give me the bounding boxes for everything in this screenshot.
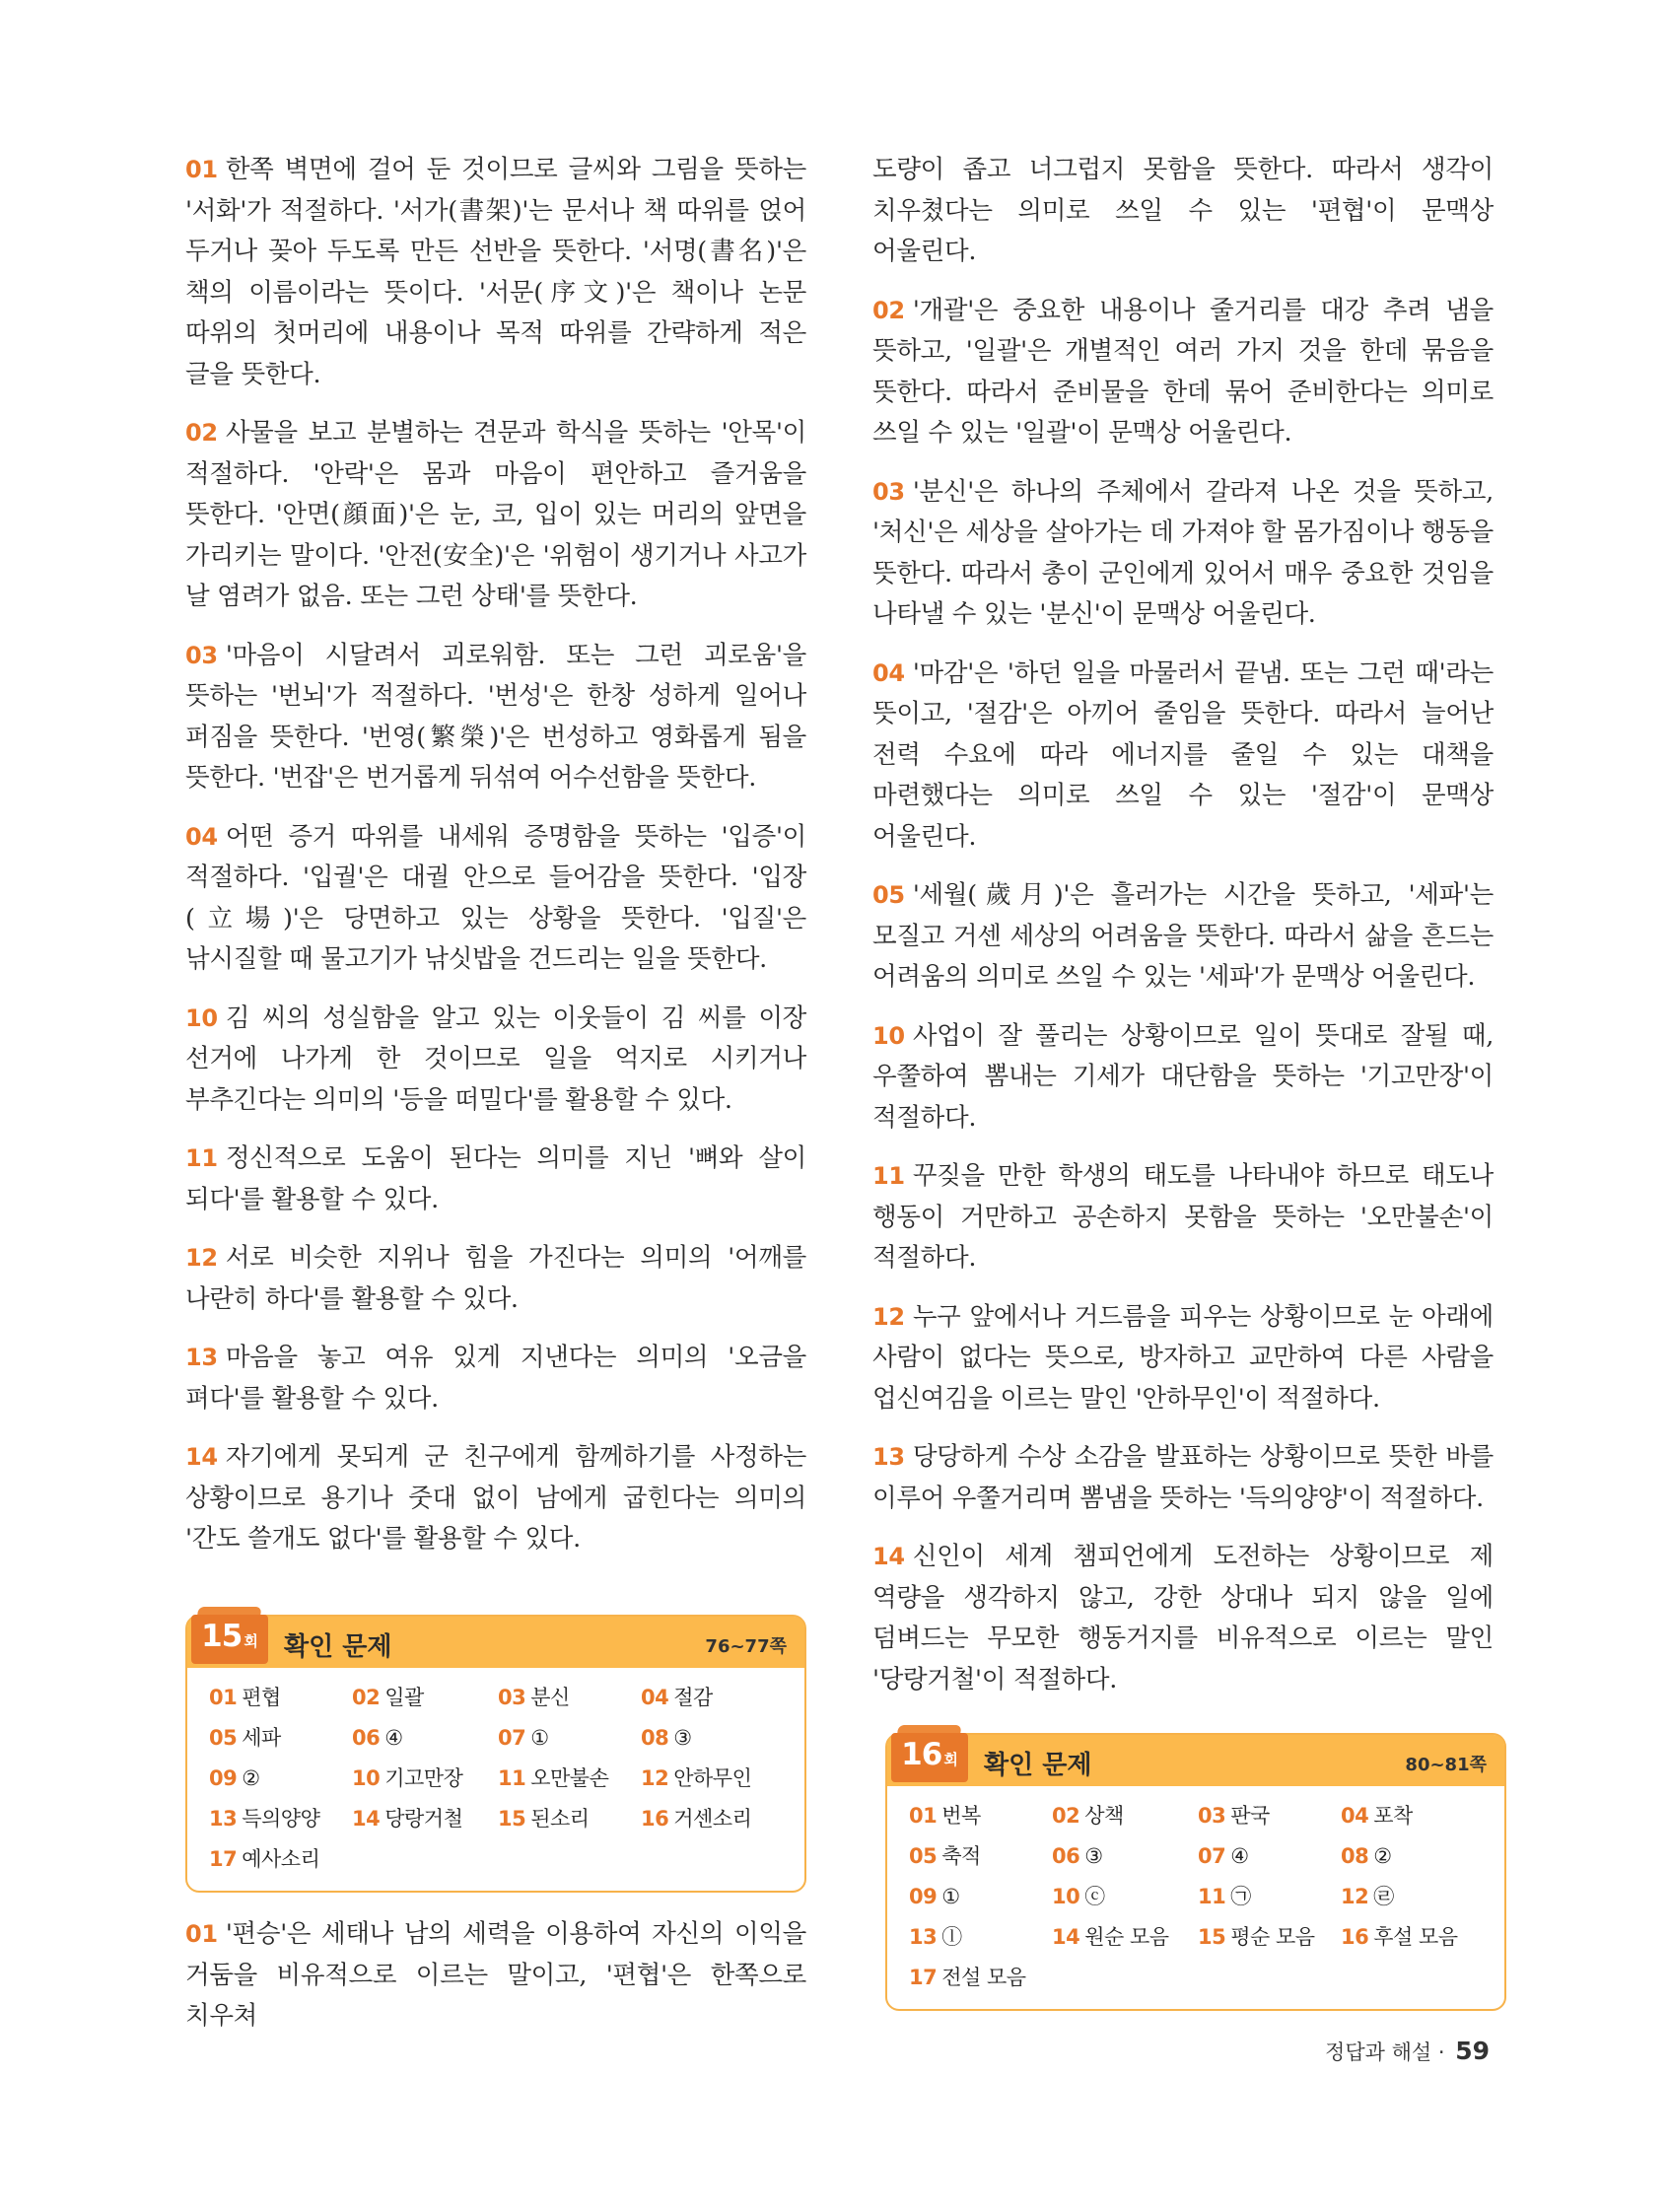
answer-value: 편협 xyxy=(242,1686,281,1709)
explanation-paragraph xyxy=(872,1537,1494,1700)
answer-item xyxy=(352,1761,498,1797)
explanation-text: 한쪽 벽면에 걸어 둔 것이므로 글씨와 그림을 뜻하는 '서화'가 적절하다. '서가(書架)'는 문서나 책 따위를 얹어 두거나 꽂아 두도록 만든 선반을 뜻한다. '서명(書名)'은 책의 이름이라는 뜻이다. '서문(序文)'은 책이나 논문 따위의 첫머리에 내용이나 목적 따위를 간략하게 적은 글을 뜻한다. xyxy=(185,155,806,389)
answer-number: 11 xyxy=(1198,1885,1226,1908)
explanation-paragraph xyxy=(872,1016,1494,1140)
explanation-text: 어떤 증거 따위를 내세워 증명함을 뜻하는 '입증'이 적절하다. '입궐'은 대궐 안으로 들어감을 뜻한다. '입장(立場)'은 당면하고 있는 상황을 뜻한다. '입질'은 낚시질할 때 물고기가 낚싯밥을 건드리는 일을 뜻한다. xyxy=(185,821,806,974)
answer-number: 06 xyxy=(1052,1844,1080,1868)
explanation-text: 도량이 좁고 너그럽지 못함을 뜻한다. 따라서 생각이 치우쳤다는 의미로 쓰일 수 있는 '편협'이 문맥상 어울린다. xyxy=(872,155,1494,266)
session-number: 15 xyxy=(201,1619,243,1654)
quiz-page-range: 80~81쪽 xyxy=(1405,1755,1487,1775)
answer-number: 02 xyxy=(1052,1804,1080,1828)
answer-item xyxy=(498,1761,641,1797)
explanation-text: 정신적으로 도움이 된다는 의미를 지닌 '뼈와 살이 되다'를 활용할 수 있다. xyxy=(185,1143,806,1214)
answer-item xyxy=(1052,1919,1198,1956)
answer-number: 09 xyxy=(209,1766,238,1790)
session-badge xyxy=(191,1607,268,1664)
explanation-text: 자기에게 못되게 군 친구에게 함께하기를 사정하는 상황이므로 용기나 줏대 없이 남에게 굽힌다는 의미의 '간도 쓸개도 없다'를 활용할 수 있다. xyxy=(185,1442,806,1554)
answer-item xyxy=(1198,1919,1341,1956)
item-number: 03 xyxy=(872,477,905,506)
page-number: 59 xyxy=(1455,2037,1490,2065)
answer-value: 오만불손 xyxy=(530,1766,609,1790)
answer-number: 17 xyxy=(209,1847,238,1871)
answer-number: 17 xyxy=(909,1966,938,1989)
answer-value: ④ xyxy=(384,1726,403,1750)
answer-value: 포착 xyxy=(1373,1804,1413,1828)
explanation-text: 사물을 보고 분별하는 견문과 학식을 뜻하는 '안목'이 적절하다. '안락'은 몸과 마음이 편안하고 즐거움을 뜻한다. '안면(顔面)'은 눈, 코, 입이 있는 머리의 앞면을 가리키는 말이다. '안전(安全)'은 '위험이 생기거나 사고가 날 염려가 없음. 또는 그런 상태'를 뜻한다. xyxy=(185,418,806,611)
answer-item xyxy=(352,1720,498,1757)
explanation-paragraph xyxy=(185,1338,806,1419)
explanation-paragraph xyxy=(872,472,1494,636)
answer-value: 전설 모음 xyxy=(941,1966,1026,1989)
answer-number: 12 xyxy=(641,1766,669,1790)
answer-value: 된소리 xyxy=(530,1807,590,1831)
answer-value: ① xyxy=(530,1726,549,1750)
answer-value: 후설 모음 xyxy=(1373,1925,1458,1949)
explanation-paragraph xyxy=(185,1914,806,2038)
explanation-paragraph xyxy=(872,1297,1494,1420)
answer-value: ② xyxy=(242,1766,260,1790)
item-number: 02 xyxy=(872,296,905,324)
explanation-paragraph xyxy=(185,150,806,395)
right-column xyxy=(872,150,1494,1718)
answer-number: 16 xyxy=(641,1807,669,1831)
answer-value: 원순 모음 xyxy=(1084,1925,1169,1949)
item-number: 11 xyxy=(185,1144,218,1172)
answer-value: ④ xyxy=(1230,1844,1249,1868)
answer-value: ③ xyxy=(673,1726,692,1750)
item-number: 01 xyxy=(185,156,218,183)
quiz-title: 확인 문제 xyxy=(984,1751,1092,1780)
answer-item xyxy=(641,1761,789,1797)
explanation-paragraph xyxy=(185,1437,806,1560)
item-number: 05 xyxy=(872,881,905,909)
answer-number: 04 xyxy=(1341,1804,1369,1828)
answer-value: ② xyxy=(1373,1844,1392,1868)
quiz-title: 확인 문제 xyxy=(284,1632,392,1662)
answer-item xyxy=(1341,1919,1489,1956)
answer-item xyxy=(1198,1838,1341,1875)
answer-value: 상책 xyxy=(1084,1804,1124,1828)
answer-item xyxy=(209,1801,352,1837)
answer-item xyxy=(909,1838,1052,1875)
answer-item xyxy=(1052,1798,1198,1834)
answer-item xyxy=(498,1801,641,1837)
explanation-text: '마감'은 '하던 일을 마물러서 끝냄. 또는 그런 때'라는 뜻이고, '절감'은 아끼어 줄임을 뜻한다. 따라서 늘어난 전력 수요에 따라 에너지를 줄일 수 있는 대책을 마련했다는 의미로 쓰일 수 있는 '절감'이 문맥상 어울린다. xyxy=(872,657,1494,852)
answer-value: ⓒ xyxy=(1084,1885,1105,1908)
explanation-paragraph xyxy=(872,1156,1494,1279)
answer-grid xyxy=(887,1786,1504,1996)
answer-item xyxy=(641,1680,789,1716)
answer-number: 10 xyxy=(1052,1885,1080,1908)
item-number: 01 xyxy=(185,1920,218,1948)
answer-number: 16 xyxy=(1341,1925,1369,1949)
item-number: 12 xyxy=(872,1302,905,1331)
answer-item xyxy=(909,1919,1052,1956)
quiz-box-15 xyxy=(185,1615,806,1893)
session-unit: 회 xyxy=(943,1751,958,1768)
explanation-text: 김 씨의 성실함을 알고 있는 이웃들이 김 씨를 이장 선거에 나가게 한 것이므로 일을 억지로 시키거나 부추긴다는 의미의 '등을 떠밀다'를 활용할 수 있다. xyxy=(185,1002,806,1115)
answer-number: 10 xyxy=(352,1766,381,1790)
explanation-text: 서로 비슷한 지위나 힘을 가진다는 의미의 '어깨를 나란히 하다'를 활용할 수 있다. xyxy=(185,1243,806,1314)
quiz-page-range: 76~77쪽 xyxy=(705,1636,787,1657)
answer-number: 13 xyxy=(909,1925,938,1949)
footer-label: 정답과 해설 xyxy=(1325,2040,1432,2064)
explanation-paragraph xyxy=(185,1238,806,1320)
answer-value: 기고만장 xyxy=(384,1766,463,1790)
item-number: 02 xyxy=(185,419,218,447)
answer-number: 15 xyxy=(498,1807,526,1831)
answer-value: 번복 xyxy=(941,1804,981,1828)
item-number: 14 xyxy=(872,1543,905,1570)
answer-item xyxy=(209,1841,352,1878)
answer-value: 거센소리 xyxy=(673,1807,752,1831)
answer-number: 14 xyxy=(1052,1925,1080,1949)
answer-item xyxy=(1341,1798,1489,1834)
explanation-text: 마음을 놓고 여유 있게 지낸다는 의미의 '오금을 펴다'를 활용할 수 있다. xyxy=(185,1343,806,1414)
answer-number: 04 xyxy=(641,1686,669,1709)
explanation-text: 꾸짖을 만한 학생의 태도를 나타내야 하므로 태도나 행동이 거만하고 공손하지 못함을 뜻하는 '오만불손'이 적절하다. xyxy=(872,1161,1494,1273)
answer-number: 07 xyxy=(1198,1844,1226,1868)
answer-number: 13 xyxy=(209,1807,238,1831)
item-number: 10 xyxy=(872,1021,905,1050)
answer-number: 09 xyxy=(909,1885,938,1908)
explanation-paragraph xyxy=(185,413,806,618)
answer-item xyxy=(909,1798,1052,1834)
quiz-header xyxy=(187,1617,804,1668)
item-number: 14 xyxy=(185,1443,218,1471)
answer-item xyxy=(1341,1838,1489,1875)
answer-number: 08 xyxy=(1341,1844,1369,1868)
explanation-paragraph xyxy=(185,636,806,799)
answer-item xyxy=(909,1879,1052,1915)
explanation-text: '마음이 시달려서 괴로워함. 또는 그런 괴로움'을 뜻하는 '번뇌'가 적절하다. '번성'은 한창 성하게 일어나 퍼짐을 뜻한다. '번영(繁榮)'은 번성하고 영화롭게 됨을 뜻한다. '번잡'은 번거롭게 뒤섞여 어수선함을 뜻한다. xyxy=(185,640,806,793)
left-column xyxy=(185,150,806,1578)
answer-number: 01 xyxy=(209,1686,238,1709)
answer-value: ① xyxy=(941,1885,960,1908)
answer-item xyxy=(641,1720,789,1757)
answer-item xyxy=(909,1960,1052,1996)
explanation-text: '편승'은 세태나 남의 세력을 이용하여 자신의 이익을 거둠을 비유적으로 이르는 말이고, '편협'은 한쪽으로 치우쳐 xyxy=(185,1919,806,2031)
answer-value: 평순 모음 xyxy=(1230,1925,1315,1949)
answer-value: 예사소리 xyxy=(242,1847,320,1871)
explanation-paragraph xyxy=(872,150,1494,273)
answer-item xyxy=(352,1801,498,1837)
item-number: 04 xyxy=(872,658,905,687)
explanation-text: 신인이 세계 챔피언에게 도전하는 상황이므로 제 역량을 생각하지 않고, 강한 상대나 되지 않을 일에 덤벼드는 무모한 행동거지를 비유적으로 이르는 말인 '당랑거철'이 적절하다. xyxy=(872,1542,1494,1694)
session-number: 16 xyxy=(901,1737,942,1772)
item-number: 13 xyxy=(872,1443,905,1471)
page-footer xyxy=(1325,2037,1490,2066)
answer-item xyxy=(352,1680,498,1716)
explanation-text: '개괄'은 중요한 내용이나 줄거리를 대강 추려 냄을 뜻하고, '일괄'은 개별적인 여러 가지 것을 한데 묶음을 뜻한다. 따라서 준비물을 한데 묶어 준비한다는 의미로 쓰일 수 있는 '일괄'이 문맥상 어울린다. xyxy=(872,295,1494,448)
quiz-box-16 xyxy=(885,1733,1506,2011)
explanation-paragraph xyxy=(872,291,1494,454)
answer-value: 당랑거철 xyxy=(384,1807,463,1831)
answer-value: 판국 xyxy=(1230,1804,1270,1828)
answer-number: 14 xyxy=(352,1807,381,1831)
answer-value: 절감 xyxy=(673,1686,713,1709)
explanation-paragraph xyxy=(185,999,806,1122)
answer-number: 15 xyxy=(1198,1925,1226,1949)
quiz-header xyxy=(887,1735,1504,1786)
answer-number: 03 xyxy=(1198,1804,1226,1828)
explanation-paragraph xyxy=(872,1437,1494,1519)
answer-number: 05 xyxy=(209,1726,238,1750)
session-badge xyxy=(891,1725,968,1782)
item-number: 10 xyxy=(185,1003,218,1032)
answer-value: ③ xyxy=(1084,1844,1103,1868)
answer-value: 안하무인 xyxy=(673,1766,752,1790)
explanation-text: 당당하게 수상 소감을 발표하는 상황이므로 뜻한 바를 이루어 우쭐거리며 뽐냄을 뜻하는 '득의양양'이 적절하다. xyxy=(872,1442,1494,1513)
answer-item xyxy=(1198,1798,1341,1834)
explanation-paragraph xyxy=(872,654,1494,859)
left-bottom-text xyxy=(185,1914,806,2055)
answer-number: 06 xyxy=(352,1726,381,1750)
answer-number: 01 xyxy=(909,1804,938,1828)
answer-item xyxy=(498,1720,641,1757)
explanation-paragraph xyxy=(872,875,1494,999)
explanation-text: 사업이 잘 풀리는 상황이므로 일이 뜻대로 잘될 때, 우쭐하여 뽐내는 기세가 대단함을 뜻하는 '기고만장'이 적절하다. xyxy=(872,1020,1494,1133)
explanation-text: '분신'은 하나의 주체에서 갈라져 나온 것을 뜻하고, '처신'은 세상을 살아가는 데 가져야 할 몸가짐이나 행동을 뜻한다. 따라서 총이 군인에게 있어서 매우 중요한 것임을 나타낼 수 있는 '분신'이 문맥상 어울린다. xyxy=(872,476,1494,629)
answer-value: ㉠ xyxy=(1230,1885,1251,1908)
item-number: 03 xyxy=(185,641,218,669)
item-number: 11 xyxy=(872,1162,905,1190)
session-unit: 회 xyxy=(243,1632,258,1650)
answer-value: 득의양양 xyxy=(242,1807,320,1831)
answer-item xyxy=(641,1801,789,1837)
answer-item xyxy=(1052,1879,1198,1915)
item-number: 04 xyxy=(185,822,218,851)
item-number: 13 xyxy=(185,1344,218,1371)
answer-number: 07 xyxy=(498,1726,526,1750)
explanation-paragraph xyxy=(185,1139,806,1220)
answer-value: 축적 xyxy=(941,1844,981,1868)
answer-item xyxy=(1052,1838,1198,1875)
explanation-text: '세월(歲月)'은 흘러가는 시간을 뜻하고, '세파'는 모질고 거센 세상의 어려움을 뜻한다. 따라서 삶을 흔드는 어려움의 의미로 쓰일 수 있는 '세파'가 문맥상 어울린다. xyxy=(872,880,1494,992)
answer-number: 02 xyxy=(352,1686,381,1709)
answer-value: ⓛ xyxy=(941,1925,962,1949)
explanation-text: 누구 앞에서나 거드름을 피우는 상황이므로 눈 아래에 사람이 없다는 뜻으로, 방자하고 교만하여 다른 사람을 업신여김을 이르는 말인 '안하무인'이 적절하다. xyxy=(872,1301,1494,1414)
answer-number: 08 xyxy=(641,1726,669,1750)
answer-value: 일괄 xyxy=(384,1686,424,1709)
answer-grid xyxy=(187,1668,804,1878)
explanation-paragraph xyxy=(185,817,806,981)
answer-item xyxy=(1198,1879,1341,1915)
answer-item xyxy=(498,1680,641,1716)
answer-item xyxy=(209,1761,352,1797)
answer-value: ㉣ xyxy=(1373,1885,1394,1908)
answer-value: 세파 xyxy=(242,1726,281,1750)
answer-number: 12 xyxy=(1341,1885,1369,1908)
item-number: 12 xyxy=(185,1244,218,1272)
answer-item xyxy=(1341,1879,1489,1915)
answer-item xyxy=(209,1680,352,1716)
answer-value: 분신 xyxy=(530,1686,570,1709)
answer-item xyxy=(209,1720,352,1757)
answer-number: 05 xyxy=(909,1844,938,1868)
answer-number: 03 xyxy=(498,1686,526,1709)
footer-separator: · xyxy=(1437,2040,1445,2064)
answer-number: 11 xyxy=(498,1766,526,1790)
